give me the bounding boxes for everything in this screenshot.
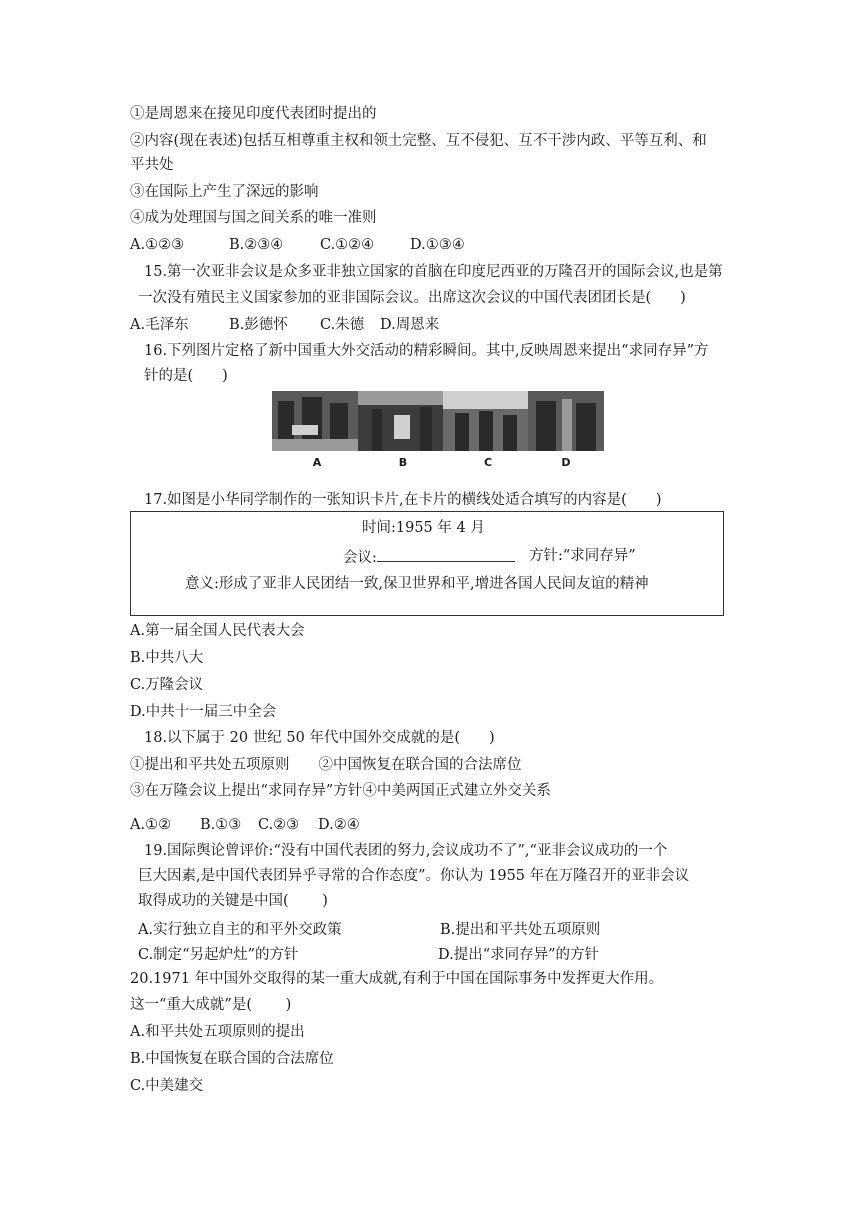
q19-option-d: D.提出“求同存异”的方针 xyxy=(438,947,600,963)
q18-option-d: D.②④ xyxy=(318,817,360,833)
q14-option-c: C.①②④ xyxy=(320,237,375,253)
q18-items-2: ③在万隆会议上提出“求同存异”方针④中美两国正式建立外交关系 xyxy=(130,783,551,799)
photo-c xyxy=(443,391,533,451)
q20-option-c: C.中美建交 xyxy=(130,1078,204,1094)
q20-line-2: 这一“重大成就”是( ) xyxy=(130,997,292,1013)
photo-label-d: D xyxy=(561,456,571,469)
card-meaning: 意义:形成了亚非人民团结一致,保卫世界和平,增进各国人民间友谊的精神 xyxy=(185,576,649,592)
q20-option-a: A.和平共处五项原则的提出 xyxy=(130,1024,305,1040)
q17-option-d: D.中共十一届三中全会 xyxy=(130,704,277,720)
q19-option-a: A.实行独立自主的和平外交政策 xyxy=(138,922,342,938)
photo-a xyxy=(272,391,362,451)
q19-line-1: 19.国际舆论曾评价:“没有中国代表团的努力,会议成功不了”,“亚非会议成功的一个 xyxy=(144,843,668,859)
q19-option-c: C.制定“另起炉灶”的方针 xyxy=(138,947,299,963)
q19-line-2: 巨大因素,是中国代表团异乎寻常的合作态度”。你认为 1955 年在万隆召开的亚非会议 xyxy=(138,868,690,884)
card-time: 时间:1955 年 4 月 xyxy=(362,520,485,536)
q15-line-1: 15.第一次亚非会议是众多亚非独立国家的首脑在印度尼西亚的万隆召开的国际会议,也是第 xyxy=(144,264,723,280)
q14-item-3: ③在国际上产生了深远的影响 xyxy=(130,184,319,200)
q14-option-d: D.①③④ xyxy=(410,237,465,253)
q14-item-4: ④成为处理国与国之间关系的唯一准则 xyxy=(130,210,377,226)
q19-option-b: B.提出和平共处五项原则 xyxy=(440,922,601,938)
q14-item-2-cont: 平共处 xyxy=(130,157,174,173)
photo-label-a: A xyxy=(312,456,322,469)
photo-label-c: C xyxy=(483,456,493,469)
q15-option-a: A.毛泽东 xyxy=(130,317,189,333)
q14-option-b: B.②③④ xyxy=(229,237,284,253)
q15-option-b: B.彭德怀 xyxy=(229,317,288,333)
q17-option-c: C.万隆会议 xyxy=(130,677,204,693)
q19-line-3: 取得成功的关键是中国( ) xyxy=(138,893,328,909)
q16-line-1: 16.下列图片定格了新中国重大外交活动的精彩瞬间。其中,反映周恩来提出“求同存异”方 xyxy=(144,343,709,359)
card-meeting xyxy=(343,546,515,568)
q18-option-a: A.①② xyxy=(130,817,172,833)
q20-option-b: B.中国恢复在联合国的合法席位 xyxy=(130,1051,334,1067)
q18-option-b: B.①③ xyxy=(200,817,242,833)
q18-items-1: ①提出和平共处五项原则 ②中国恢复在联合国的合法席位 xyxy=(130,757,522,773)
card-meeting-label: 会议: xyxy=(343,550,377,566)
knowledge-card xyxy=(130,511,724,616)
q16-line-2: 针的是( ) xyxy=(144,368,228,384)
q18-question: 18.以下属于 20 世纪 50 年代中国外交成就的是( ) xyxy=(144,730,495,746)
q14-item-1: ①是周恩来在接见印度代表团时提出的 xyxy=(130,106,377,122)
photo-b xyxy=(358,391,448,451)
q17-option-b: B.中共八大 xyxy=(130,650,204,666)
q14-option-a: A.①②③ xyxy=(130,237,185,253)
photo-label-b: B xyxy=(398,456,408,469)
q15-option-d: D.周恩来 xyxy=(380,317,440,333)
q20-line-1: 20.1971 年中国外交取得的某一重大成就,有利于中国在国际事务中发挥更大作用。 xyxy=(130,971,664,987)
q17-question: 17.如图是小华同学制作的一张知识卡片,在卡片的横线处适合填写的内容是( ) xyxy=(144,492,662,508)
q17-option-a: A.第一届全国人民代表大会 xyxy=(130,623,305,639)
photo-d xyxy=(528,391,604,451)
card-blank xyxy=(377,546,515,562)
card-policy: 方针:“求同存异” xyxy=(529,548,636,564)
q18-option-c: C.②③ xyxy=(258,817,300,833)
q15-line-2: 一次没有殖民主义国家参加的亚非国际会议。出席这次会议的中国代表团团长是( ) xyxy=(138,290,686,306)
q15-option-c: C.朱德 xyxy=(320,317,365,333)
q14-item-2: ②内容(现在表述)包括互相尊重主权和领土完整、互不侵犯、互不干涉内政、平等互利、和 xyxy=(130,133,707,149)
